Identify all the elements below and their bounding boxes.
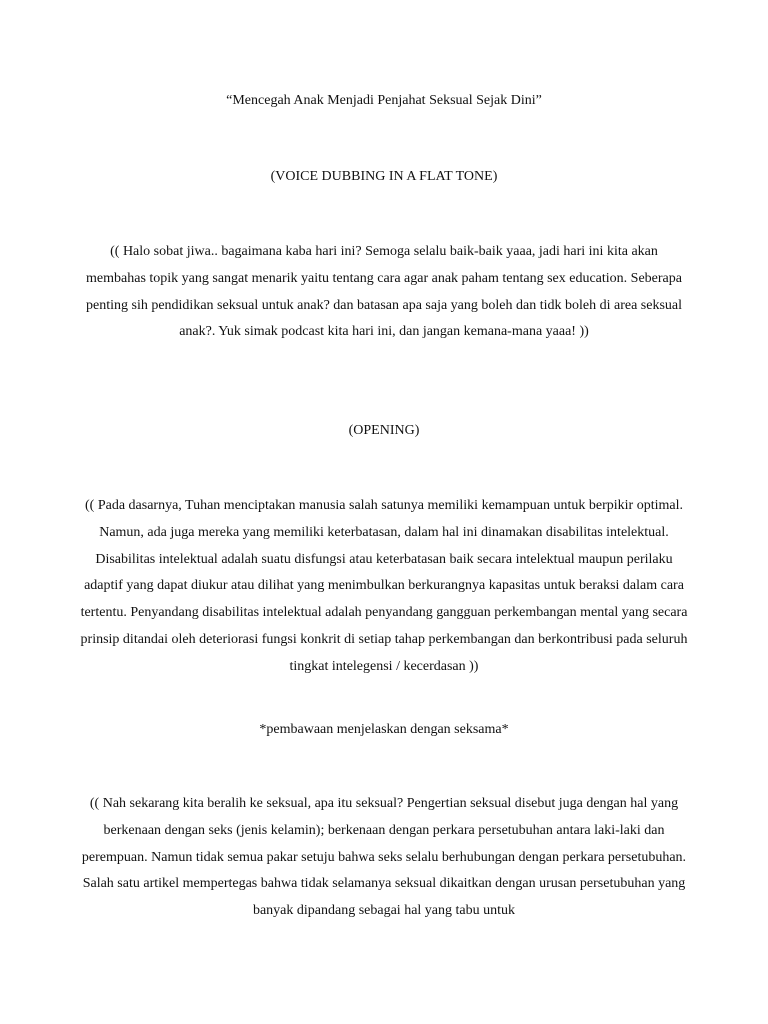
- body-paragraph: (( Pada dasarnya, Tuhan menciptakan manusia salah satunya memiliki kemampuan untuk berpikir optimal. Namun, ada juga mereka yang memiliki keterbatasan, dalam hal ini dinamakan disabilitas intelektual. Disabilitas intelektual adalah suatu disfungsi atau keterbatasan baik secara intelektual maupun perilaku adaptif yang dapat diukur atau dilihat yang menimbulkan berkurangnya kapasitas untuk beraksi dalam cara tertentu. Penyandang disabilitas intelektual adalah penyandang gangguan perkembangan mental yang secara prinsip ditandai oleh deteriorasi fungsi konkrit di setiap tahap perkembangan dan berkontribusi pada seluruh tingkat intelegensi / kecerdasan )): [80, 498, 688, 674]
- stage-note: *pembawaan menjelaskan dengan seksama*: [259, 722, 509, 737]
- document-title: “Mencegah Anak Menjadi Penjahat Seksual Sejak Dini”: [226, 93, 542, 108]
- section-heading-opening: (OPENING): [348, 423, 420, 438]
- intro-paragraph: (( Halo sobat jiwa.. bagaimana kaba hari ini? Semoga selalu baik-baik yaaa, jadi hari ini kita akan membahas topik yang sangat menarik yaitu tentang cara agar anak paham tentang sex education. Seberapa penting sih pendidikan seksual untuk anak? dan batasan apa saja yang boleh dan tidk boleh di area seksual anak?. Yuk simak podcast kita hari ini, dan jangan kemana-mana yaaa! )): [86, 244, 682, 340]
- voice-direction: (VOICE DUBBING IN A FLAT TONE): [270, 169, 498, 184]
- body-paragraph: (( Nah sekarang kita beralih ke seksual, apa itu seksual? Pengertian seksual disebut juga dengan hal yang berkenaan dengan seks (jenis kelamin); berkenaan dengan perkara persetubuhan antara laki-laki dan perempuan. Namun tidak semua pakar setuju bahwa seks selalu berhubungan dengan perkara persetubuhan. Salah satu artikel mempertegas bahwa tidak selamanya seksual dikaitkan dengan urusan persetubuhan yang banyak dipandang sebagai hal yang tabu untuk: [81, 796, 687, 919]
